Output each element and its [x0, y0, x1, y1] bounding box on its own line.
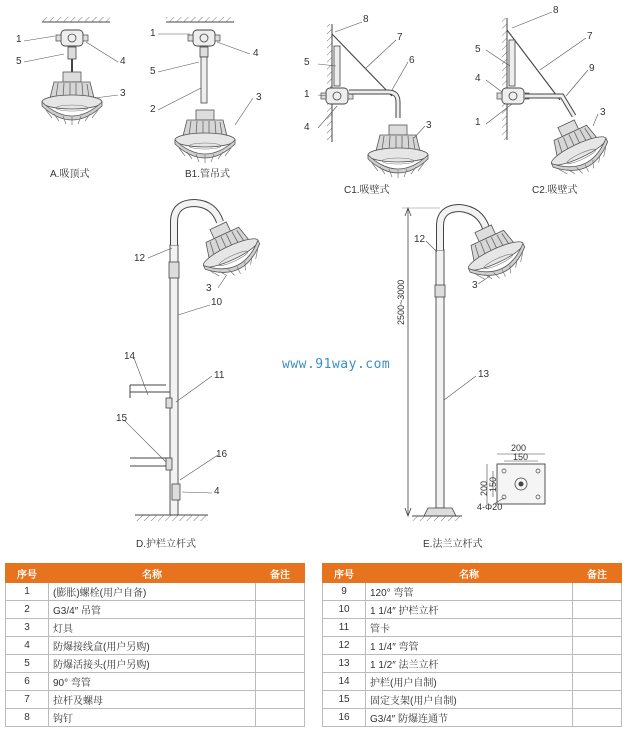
plate-height-inner: 150 [488, 476, 498, 492]
caption-d: D.护栏立杆式 [136, 539, 196, 550]
cell-name: 防爆接线盒(用户另购) [49, 637, 256, 655]
table-row [323, 709, 622, 727]
figure-d-guardrail-pole [124, 203, 268, 521]
cell-no: 3 [6, 619, 49, 637]
cell-no: 7 [6, 691, 49, 709]
caption-e: E.法兰立杆式 [423, 539, 483, 550]
callout-label: 7 [397, 32, 403, 43]
cell-remark [573, 601, 622, 619]
header-no: 序号 [323, 564, 366, 583]
cell-remark [256, 637, 305, 655]
plate-width-outer: 200 [511, 443, 527, 453]
cell-remark [256, 655, 305, 673]
cell-no: 5 [6, 655, 49, 673]
caption-c2: C2.吸壁式 [532, 185, 578, 196]
callout-label: 3 [120, 88, 126, 99]
cell-remark [256, 601, 305, 619]
callout-label: 1 [304, 89, 310, 100]
cell-name: 灯具 [49, 619, 256, 637]
callout-label: 5 [150, 66, 156, 77]
table-row [6, 619, 305, 637]
callout-label: 1 [150, 28, 156, 39]
figure-c2-wall-mount [486, 12, 616, 184]
cell-name: 钩钉 [49, 709, 256, 727]
callout-label: 12 [134, 253, 146, 264]
cell-remark [573, 673, 622, 691]
callout-label: 16 [216, 449, 228, 460]
figure-c1-wall-mount [318, 22, 428, 178]
callout-label: 3 [206, 283, 212, 294]
table-row [6, 709, 305, 727]
cell-no: 4 [6, 637, 49, 655]
callout-label: 4 [120, 56, 126, 67]
table-row [6, 673, 305, 691]
cell-remark [256, 709, 305, 727]
figure-a-ceiling-mount [24, 17, 118, 125]
callout-label: 3 [256, 92, 262, 103]
cell-name: 90° 弯管 [49, 673, 256, 691]
callout-label: 8 [553, 5, 559, 16]
cell-name: 120° 弯管 [366, 583, 573, 601]
cell-no: 13 [323, 655, 366, 673]
cell-remark [573, 619, 622, 637]
plate-height-outer: 200 [479, 480, 489, 496]
callout-label: 3 [472, 280, 478, 291]
callout-label: 5 [16, 56, 22, 67]
cell-name: G3/4″ 吊管 [49, 601, 256, 619]
caption-a: A.吸顶式 [50, 169, 90, 180]
callout-label: 2 [150, 104, 156, 115]
cell-no: 2 [6, 601, 49, 619]
table-row [323, 673, 622, 691]
cell-name: 护栏(用户自制) [366, 673, 573, 691]
cell-no: 14 [323, 673, 366, 691]
cell-no: 10 [323, 601, 366, 619]
table-row [6, 637, 305, 655]
cell-name: (膨胀)螺栓(用户自备) [49, 583, 256, 601]
callout-label: 11 [214, 370, 225, 381]
callout-label: 1 [475, 117, 481, 128]
cell-no: 9 [323, 583, 366, 601]
callout-label: 15 [116, 413, 128, 424]
cell-remark [573, 637, 622, 655]
cell-no: 12 [323, 637, 366, 655]
plate-width-inner: 150 [513, 452, 529, 462]
cell-remark [573, 709, 622, 727]
table-row [6, 691, 305, 709]
cell-name: 1 1/4″ 弯管 [366, 637, 573, 655]
callout-label: 3 [600, 107, 606, 118]
callout-label: 5 [475, 44, 481, 55]
figure-b1-pipe-pendant [158, 17, 253, 163]
cell-no: 11 [323, 619, 366, 637]
cell-remark [573, 583, 622, 601]
callout-label: 14 [124, 351, 136, 362]
header-name: 名称 [49, 564, 256, 583]
parts-table-left [5, 563, 305, 727]
cell-no: 6 [6, 673, 49, 691]
cell-no: 1 [6, 583, 49, 601]
callout-label: 1 [16, 34, 22, 45]
cell-remark [256, 691, 305, 709]
table-row [323, 601, 622, 619]
cell-remark [256, 673, 305, 691]
table-row [6, 601, 305, 619]
callout-label: 4 [475, 73, 481, 84]
header-name: 名称 [366, 564, 573, 583]
cell-name: 1 1/2″ 法兰立杆 [366, 655, 573, 673]
cell-no: 8 [6, 709, 49, 727]
header-no: 序号 [6, 564, 49, 583]
cell-name: 1 1/4″ 护栏立杆 [366, 601, 573, 619]
cell-name: G3/4″ 防爆连通节 [366, 709, 573, 727]
callout-label: 13 [478, 369, 490, 380]
holes-dimension: 4-Φ20 [477, 502, 503, 512]
callout-label: 3 [426, 120, 432, 131]
table-row [323, 583, 622, 601]
cell-name: 防爆活接头(用户另购) [49, 655, 256, 673]
callout-label: 7 [587, 31, 593, 42]
table-row [323, 619, 622, 637]
callout-label: 5 [304, 57, 310, 68]
height-dimension: 2500~3000 [396, 279, 406, 325]
table-row [323, 691, 622, 709]
header-remark: 备注 [573, 564, 622, 583]
watermark-text: www.91way.com [282, 357, 391, 372]
cell-name: 固定支架(用户自制) [366, 691, 573, 709]
cell-no: 16 [323, 709, 366, 727]
callout-label: 6 [409, 55, 415, 66]
table-row [323, 655, 622, 673]
table-row [6, 583, 305, 601]
callout-label: 4 [304, 122, 310, 133]
cell-name: 拉杆及螺母 [49, 691, 256, 709]
caption-c1: C1.吸壁式 [344, 185, 390, 196]
figure-e-flange-pole [402, 208, 545, 521]
cell-name: 管卡 [366, 619, 573, 637]
callout-label: 4 [253, 48, 259, 59]
callout-label: 10 [211, 297, 223, 308]
parts-table-right [322, 563, 622, 727]
cell-remark [256, 583, 305, 601]
table-row [323, 637, 622, 655]
header-remark: 备注 [256, 564, 305, 583]
cell-remark [573, 655, 622, 673]
callout-label: 12 [414, 234, 426, 245]
table-row [6, 655, 305, 673]
callout-label: 8 [363, 14, 369, 25]
callout-label: 4 [214, 486, 220, 497]
cell-no: 15 [323, 691, 366, 709]
callout-label: 9 [589, 63, 595, 74]
caption-b1: B1.管吊式 [185, 169, 231, 180]
cell-remark [256, 619, 305, 637]
cell-remark [573, 691, 622, 709]
